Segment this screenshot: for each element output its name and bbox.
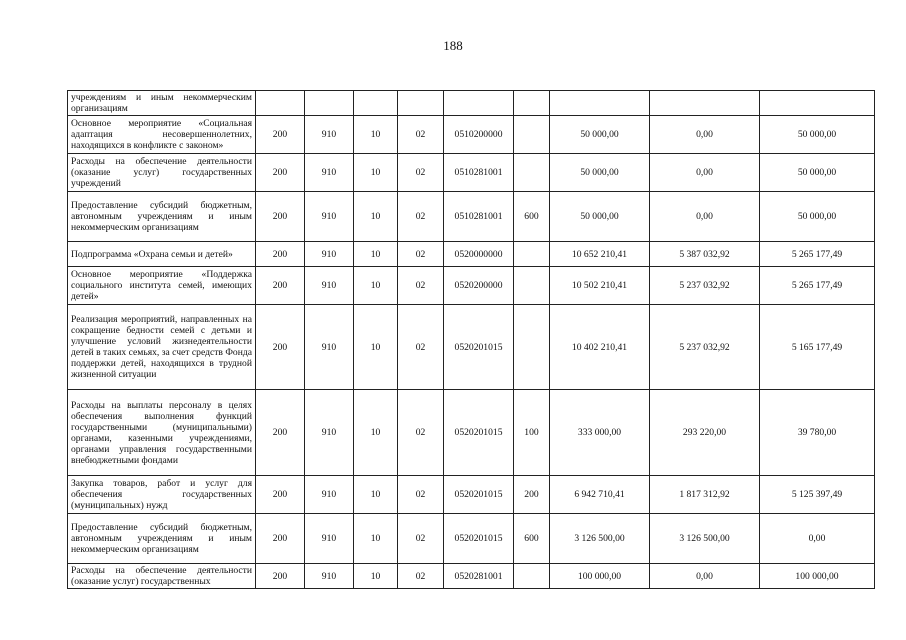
cell-csr: 0520201015 <box>444 514 514 564</box>
cell-rz: 10 <box>354 305 398 390</box>
cell-sum-1: 100 000,00 <box>550 564 650 589</box>
cell-sum-3: 50 000,00 <box>760 154 875 192</box>
row-name: Закупка товаров, работ и услуг для обеспечения государственных (муниципальных) нужд <box>68 476 256 514</box>
table-row <box>68 476 875 514</box>
cell-glava: 200 <box>256 267 305 305</box>
cell-razdel: 910 <box>305 116 354 154</box>
cell-vr: 600 <box>514 514 550 564</box>
cell-vr <box>514 242 550 267</box>
cell-pr: 02 <box>398 242 444 267</box>
row-name: Предоставление субсидий бюджетным, автономным учреждениям и иным некоммерческим организациям <box>68 192 256 242</box>
cell-vr: 200 <box>514 476 550 514</box>
cell-pr: 02 <box>398 514 444 564</box>
cell-sum-3: 5 265 177,49 <box>760 242 875 267</box>
table-row <box>68 564 875 589</box>
cell-sum-2: 0,00 <box>650 564 760 589</box>
cell-sum-2: 5 387 032,92 <box>650 242 760 267</box>
cell-csr: 0520000000 <box>444 242 514 267</box>
cell-pr: 02 <box>398 192 444 242</box>
cell-sum-3: 0,00 <box>760 514 875 564</box>
cell-sum-3: 100 000,00 <box>760 564 875 589</box>
table-row <box>68 242 875 267</box>
cell-csr: 0520281001 <box>444 564 514 589</box>
cell-sum-2: 0,00 <box>650 192 760 242</box>
cell-rz: 10 <box>354 267 398 305</box>
cell-vr <box>514 154 550 192</box>
cell-csr: 0520201015 <box>444 305 514 390</box>
cell-csr: 0520201015 <box>444 390 514 476</box>
cell-sum-3: 50 000,00 <box>760 192 875 242</box>
cell-sum-1: 10 502 210,41 <box>550 267 650 305</box>
budget-table <box>67 90 875 589</box>
cell-rz: 10 <box>354 116 398 154</box>
cell-glava: 200 <box>256 192 305 242</box>
cell-sum-3: 50 000,00 <box>760 116 875 154</box>
cell-sum-3: 5 125 397,49 <box>760 476 875 514</box>
cell-razdel: 910 <box>305 192 354 242</box>
cell-sum-1: 10 402 210,41 <box>550 305 650 390</box>
cell-sum-2: 0,00 <box>650 116 760 154</box>
row-name: Расходы на обеспечение деятельности (оказание услуг) государственных <box>68 564 256 589</box>
cell-sum-3: 5 165 177,49 <box>760 305 875 390</box>
cell-rz: 10 <box>354 476 398 514</box>
cell-glava: 200 <box>256 514 305 564</box>
row-name: Основное мероприятие «Поддержка социального института семей, имеющих детей» <box>68 267 256 305</box>
cell-glava: 200 <box>256 390 305 476</box>
row-name: Расходы на выплаты персоналу в целях обеспечения выполнения функций государственными (муниципальными) органами, казенными учреждениями, органами управления государственными внебюджетными фондами <box>68 390 256 476</box>
cell-sum-3 <box>760 91 875 116</box>
cell-rz: 10 <box>354 514 398 564</box>
cell-razdel: 910 <box>305 305 354 390</box>
cell-sum-2: 3 126 500,00 <box>650 514 760 564</box>
row-name: Подпрограмма «Охрана семьи и детей» <box>68 242 256 267</box>
table-row <box>68 514 875 564</box>
cell-razdel: 910 <box>305 154 354 192</box>
table-row <box>68 305 875 390</box>
row-name: учреждениям и иным некоммерческим организациям <box>68 91 256 116</box>
cell-razdel: 910 <box>305 476 354 514</box>
cell-sum-1: 10 652 210,41 <box>550 242 650 267</box>
cell-razdel: 910 <box>305 390 354 476</box>
cell-razdel: 910 <box>305 267 354 305</box>
cell-sum-3: 39 780,00 <box>760 390 875 476</box>
cell-pr: 02 <box>398 476 444 514</box>
cell-sum-1 <box>550 91 650 116</box>
cell-pr: 02 <box>398 267 444 305</box>
cell-csr: 0510281001 <box>444 192 514 242</box>
cell-vr <box>514 267 550 305</box>
cell-sum-2: 1 817 312,92 <box>650 476 760 514</box>
table-row <box>68 267 875 305</box>
cell-vr: 600 <box>514 192 550 242</box>
row-name: Реализация мероприятий, направленных на сокращение бедности семей с детьми и улучшение условий жизнедеятельности детей в таких семьях, за счет средств Фонда поддержки детей, находящихся в трудной жизненной ситуации <box>68 305 256 390</box>
table-row <box>68 192 875 242</box>
cell-sum-2: 5 237 032,92 <box>650 267 760 305</box>
cell-razdel: 910 <box>305 514 354 564</box>
cell-glava: 200 <box>256 116 305 154</box>
cell-razdel <box>305 91 354 116</box>
cell-csr: 0510200000 <box>444 116 514 154</box>
cell-csr <box>444 91 514 116</box>
cell-sum-3: 5 265 177,49 <box>760 267 875 305</box>
cell-glava: 200 <box>256 564 305 589</box>
cell-pr: 02 <box>398 305 444 390</box>
cell-rz: 10 <box>354 154 398 192</box>
cell-rz: 10 <box>354 192 398 242</box>
cell-csr: 0520201015 <box>444 476 514 514</box>
cell-rz: 10 <box>354 390 398 476</box>
cell-sum-2 <box>650 91 760 116</box>
cell-glava <box>256 91 305 116</box>
cell-razdel: 910 <box>305 242 354 267</box>
table-row <box>68 116 875 154</box>
table-row <box>68 154 875 192</box>
cell-rz <box>354 91 398 116</box>
cell-vr <box>514 91 550 116</box>
cell-sum-2: 0,00 <box>650 154 760 192</box>
cell-pr: 02 <box>398 564 444 589</box>
row-name: Расходы на обеспечение деятельности (оказание услуг) государственных учреждений <box>68 154 256 192</box>
cell-sum-1: 50 000,00 <box>550 154 650 192</box>
cell-csr: 0510281001 <box>444 154 514 192</box>
cell-glava: 200 <box>256 476 305 514</box>
cell-vr <box>514 116 550 154</box>
cell-csr: 0520200000 <box>444 267 514 305</box>
cell-glava: 200 <box>256 154 305 192</box>
cell-vr: 100 <box>514 390 550 476</box>
cell-sum-1: 50 000,00 <box>550 192 650 242</box>
cell-razdel: 910 <box>305 564 354 589</box>
cell-pr <box>398 91 444 116</box>
cell-pr: 02 <box>398 390 444 476</box>
cell-sum-1: 3 126 500,00 <box>550 514 650 564</box>
cell-pr: 02 <box>398 116 444 154</box>
cell-sum-1: 6 942 710,41 <box>550 476 650 514</box>
table-row <box>68 91 875 116</box>
row-name: Основное мероприятие «Социальная адаптация несовершеннолетних, находящихся в конфликте с законом» <box>68 116 256 154</box>
row-name: Предоставление субсидий бюджетным, автономным учреждениям и иным некоммерческим организациям <box>68 514 256 564</box>
cell-sum-2: 293 220,00 <box>650 390 760 476</box>
table-row <box>68 390 875 476</box>
cell-glava: 200 <box>256 242 305 267</box>
cell-vr <box>514 564 550 589</box>
cell-vr <box>514 305 550 390</box>
cell-sum-2: 5 237 032,92 <box>650 305 760 390</box>
cell-sum-1: 333 000,00 <box>550 390 650 476</box>
cell-pr: 02 <box>398 154 444 192</box>
cell-glava: 200 <box>256 305 305 390</box>
page-number: 188 <box>443 38 463 53</box>
cell-rz: 10 <box>354 242 398 267</box>
cell-sum-1: 50 000,00 <box>550 116 650 154</box>
cell-rz: 10 <box>354 564 398 589</box>
